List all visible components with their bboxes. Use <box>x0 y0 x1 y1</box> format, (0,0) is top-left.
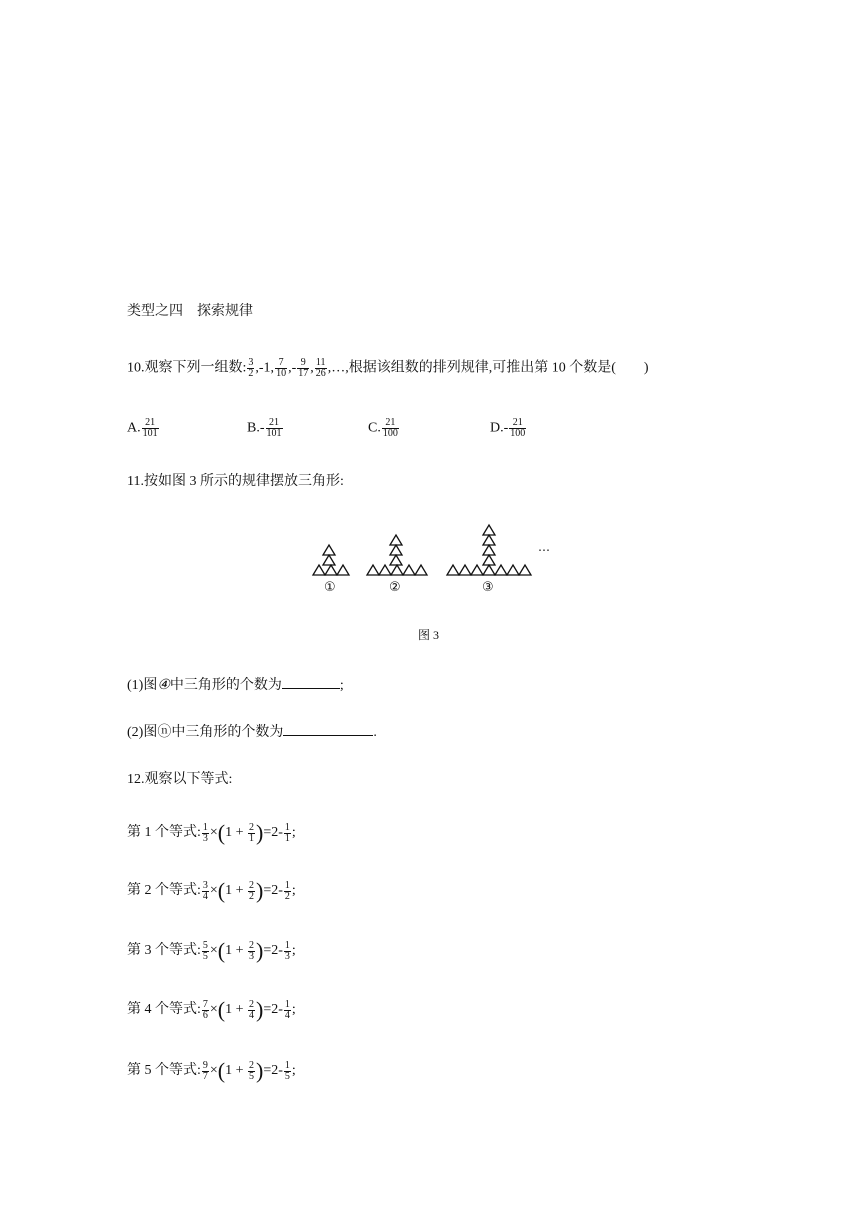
figure-label-3: ③ <box>482 580 494 595</box>
section-title: 类型之四 探索规律 <box>127 304 253 319</box>
equation-5: 第 5 个等式: $\frac{9}{7}$ ×(1 + $\frac{2}{5}$ )=2- $\frac{1}{5}$ ; <box>127 1058 296 1083</box>
q11-part-1: (1)图④中三角形的个数为 ; <box>127 674 344 696</box>
q10-option-d[interactable]: D.- $\frac{21}{100}$ <box>490 417 526 439</box>
figure-3-triangles <box>447 525 531 575</box>
figure-4-marker: ④ <box>157 678 170 693</box>
q10-term-2-sign: ,-1, <box>255 360 275 376</box>
q10-term-3: $\frac{9}{17}$ <box>298 357 309 379</box>
answer-blank-1[interactable] <box>282 674 340 689</box>
q10-term-2: $\frac{7}{10}$ <box>276 357 287 379</box>
equation-3: 第 3 个等式: $\frac{5}{5}$ ×(1 + $\frac{2}{3}$ )=2- $\frac{1}{3}$ ; <box>127 938 296 963</box>
q10-term-4: $\frac{11}{26}$ <box>315 357 326 379</box>
q10-term-4-sign: , <box>310 360 314 376</box>
equation-4: 第 4 个等式: $\frac{7}{6}$ ×(1 + $\frac{2}{4}$ )=2- $\frac{1}{4}$ ; <box>127 997 296 1022</box>
q10-suffix: ,…,根据该组数的排列规律,可推出第 10 个数是( ) <box>327 360 649 376</box>
figure-1-triangles <box>313 545 349 575</box>
q10-term-3-sign: ,- <box>288 360 297 376</box>
figure-n-marker: ⓝ <box>157 725 172 740</box>
q10-option-b[interactable]: B.- $\frac{21}{101}$ <box>247 417 282 439</box>
triangle-pattern-figure <box>305 515 555 597</box>
figure-caption: 图 3 <box>418 628 440 642</box>
q10-option-a[interactable]: A. $\frac{21}{101}$ <box>127 417 158 439</box>
figure-label-2: ② <box>389 580 401 595</box>
figure-label-1: ① <box>324 580 336 595</box>
answer-blank-2[interactable] <box>283 721 373 736</box>
equation-2: 第 2 个等式: $\frac{3}{4}$ ×(1 + $\frac{2}{2}$ )=2- $\frac{1}{2}$ ; <box>127 878 296 903</box>
q11-part-2: (2)图ⓝ中三角形的个数为 . <box>127 721 377 743</box>
q10-term-1: $\frac{3}{2}$ <box>248 357 254 379</box>
q10-prefix: 10.观察下列一组数: <box>127 360 247 376</box>
q12-stem: 12.观察以下等式: <box>127 772 233 787</box>
figure-2-triangles <box>367 535 427 575</box>
equation-1: 第 1 个等式: $\frac{1}{3}$ ×(1 + $\frac{2}{1}$ )=2- $\frac{1}{1}$ ; <box>127 820 296 845</box>
q11-stem: 11.按如图 3 所示的规律摆放三角形: <box>127 474 344 489</box>
figure-ellipsis: … <box>538 540 550 554</box>
q10-option-c[interactable]: C. $\frac{21}{100}$ <box>368 417 398 439</box>
question-10 <box>127 358 649 379</box>
